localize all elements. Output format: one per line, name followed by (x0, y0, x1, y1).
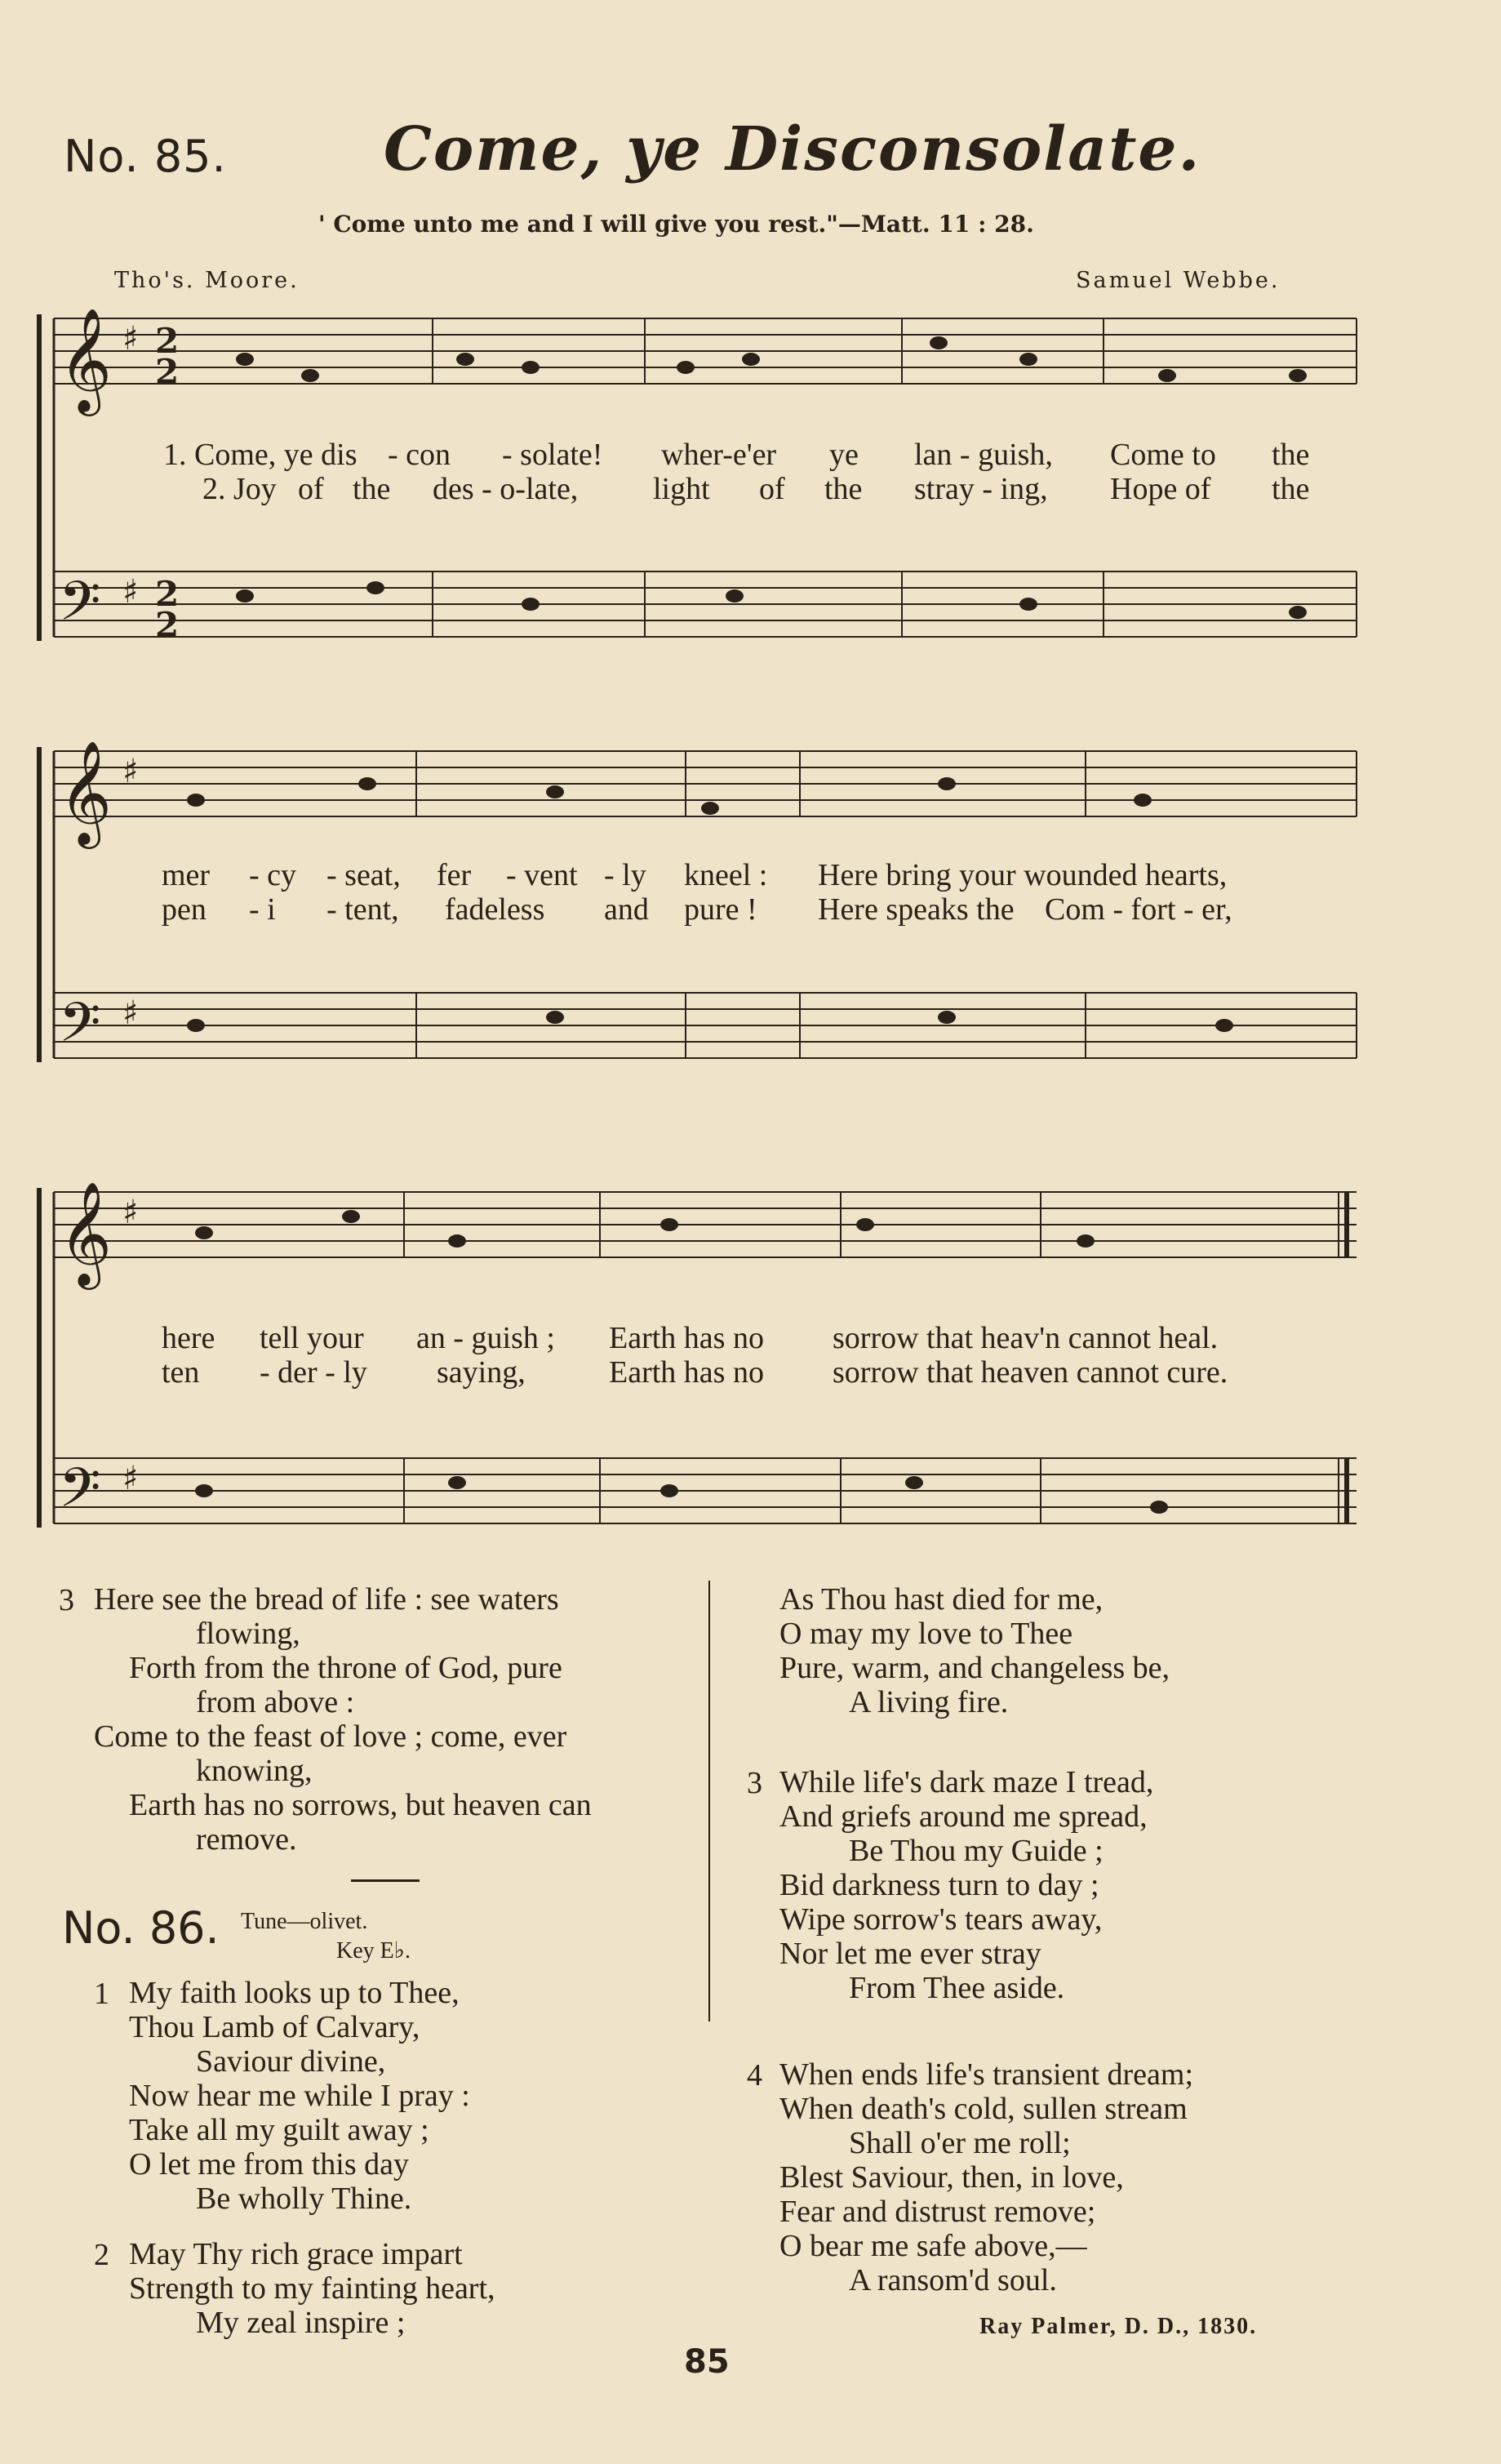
left-v3-line: Forth from the throne of God, pure (129, 1651, 562, 1685)
s2-v2-w6: Here speaks the (818, 892, 1015, 927)
svg-text:𝄞: 𝄞 (59, 740, 113, 844)
s1-v1-w3: wher-e'er (661, 438, 777, 472)
s2-v2-w0: pen (162, 892, 206, 927)
s1-v2-w3: des - o-late, (433, 472, 579, 506)
s2-v1-w3: fer (437, 858, 472, 892)
right-v4-line: Blest Saviour, then, in love, (779, 2160, 1124, 2195)
right-v3-line: While life's dark maze I tread, (779, 1765, 1154, 1799)
svg-text:♯: ♯ (122, 1460, 139, 1497)
right-v3-line: From Thee aside. (849, 1971, 1065, 2005)
right-v3-line: Wipe sorrow's tears away, (779, 1902, 1103, 1937)
s1-v2-w6: the (824, 472, 863, 506)
tune-name: Tune—olivet. (241, 1909, 368, 1934)
h86-v2-line: May Thy rich grace impart (129, 2237, 463, 2271)
h86-v1-line: Be wholly Thine. (196, 2182, 412, 2216)
s3-v2-w0: ten (162, 1355, 200, 1390)
left-v3-line: Here see the bread of life : see waters (94, 1582, 559, 1617)
s3-v1-w1: tell your (260, 1321, 364, 1355)
right-v4-line: When death's cold, sullen stream (779, 2092, 1188, 2126)
h86-v1-line: O let me from this day (129, 2147, 409, 2182)
s3-v2-w3: Earth has no (609, 1355, 764, 1390)
s3-v2-w4: sorrow that heaven cannot cure. (833, 1355, 1228, 1390)
s1-v2-w9: the (1272, 472, 1310, 506)
treble-clef-icon: 𝄞 (59, 307, 113, 411)
epigraph: ' Come unto me and I will give you rest."—Matt. 11 : 28. (318, 211, 1034, 238)
h86-v2-line: Strength to my fainting heart, (129, 2271, 495, 2306)
h86-v1-line: Take all my guilt away ; (129, 2113, 429, 2147)
page-number: 85 (684, 2343, 730, 2381)
svg-text:♯: ♯ (122, 320, 139, 358)
s1-v1-w5: lan - guish, (914, 438, 1053, 472)
right-v3-line: Nor let me ever stray (779, 1937, 1041, 1971)
left-v3-line: from above : (196, 1685, 355, 1719)
s2-v1-w7: Here bring your wounded hearts, (818, 858, 1228, 892)
left-v3-line: flowing, (196, 1617, 300, 1651)
svg-text:2: 2 (155, 321, 180, 361)
svg-text:♯: ♯ (122, 573, 139, 611)
h86-v1-line: Now hear me while I pray : (129, 2079, 470, 2113)
h86-v2-line: My zeal inspire ; (196, 2306, 406, 2340)
s3-v1-w4: sorrow that heav'n cannot heal. (833, 1321, 1219, 1355)
s2-v1-w1: - cy (249, 858, 297, 892)
s1-v2-w8: Hope of (1110, 472, 1211, 506)
s2-v1-w5: - ly (604, 858, 646, 892)
s1-v2-w7: stray - ing, (914, 472, 1048, 506)
h86-v1-line: Saviour divine, (196, 2044, 386, 2079)
composer-credit: Samuel Webbe. (1076, 268, 1281, 293)
s1-v1-w4: ye (829, 438, 859, 472)
s2-v2-w4: and (604, 892, 649, 927)
right-v3-line: Be Thou my Guide ; (849, 1834, 1104, 1868)
s1-v1-w2: - solate! (502, 438, 603, 472)
right-v3-line: And griefs around me spread, (779, 1799, 1148, 1834)
svg-text:𝄞: 𝄞 (59, 1181, 113, 1285)
s1-v2-w5: of (759, 472, 785, 506)
right-verse-4-number: 4 (747, 2058, 762, 2093)
hymn-number: No. 85. (64, 131, 227, 182)
s2-v2-w2: - tent, (326, 892, 399, 927)
s1-v1-w0: 1. Come, ye dis (163, 438, 357, 472)
short-rule (351, 1879, 420, 1882)
right-v3-line: Bid darkness turn to day ; (779, 1868, 1099, 1902)
s1-v1-w6: Come to (1110, 438, 1216, 472)
s2-v1-w2: - seat, (326, 858, 401, 892)
verse-3-number: 3 (59, 1583, 74, 1617)
h86-v1-line: Thou Lamb of Calvary, (129, 2010, 420, 2044)
s1-v1-w1: - con (388, 438, 451, 472)
left-v3-line: Earth has no sorrows, but heaven can (129, 1788, 592, 1822)
left-v3-line: remove. (196, 1822, 297, 1857)
author-credit: Ray Palmer, D. D., 1830. (979, 2314, 1258, 2339)
svg-text:2: 2 (155, 352, 180, 392)
s2-v1-w6: kneel : (684, 858, 768, 892)
right-v4-line: A ransom'd soul. (849, 2263, 1057, 2297)
hymn-86-number: No. 86. (62, 1902, 220, 1954)
s1-v2-w0: 2. Joy (202, 472, 277, 506)
key-signature-text: Key E♭. (336, 1938, 411, 1964)
s2-v2-w7: Com - fort - er, (1045, 892, 1232, 927)
right-cont-line: O may my love to Thee (779, 1617, 1073, 1651)
s2-v2-w3: fadeless (445, 892, 545, 927)
s3-v1-w0: here (162, 1321, 215, 1355)
h86-verse-2-number: 2 (94, 2238, 109, 2272)
s3-v2-w2: saying, (437, 1355, 526, 1390)
h86-v1-line: My faith looks up to Thee, (129, 1976, 460, 2010)
svg-text:♯: ♯ (122, 753, 139, 790)
svg-text:𝄢: 𝄢 (59, 1457, 101, 1532)
bass-clef-icon: 𝄢 (59, 570, 101, 646)
s2-v2-w5: pure ! (684, 892, 757, 927)
s1-v1-w7: the (1272, 438, 1310, 472)
right-cont-line: Pure, warm, and changeless be, (779, 1651, 1170, 1685)
left-v3-line: Come to the feast of love ; come, ever (94, 1719, 567, 1754)
s1-v2-w4: light (653, 472, 710, 506)
h86-verse-1-number: 1 (94, 1977, 109, 2011)
right-cont-line: A living fire. (849, 1685, 1009, 1719)
left-v3-line: knowing, (196, 1754, 313, 1788)
s1-v2-w2: the (353, 472, 391, 506)
svg-text:𝄢: 𝄢 (59, 991, 101, 1067)
right-verse-3-number: 3 (747, 1766, 762, 1800)
s1-v2-w1: of (298, 472, 324, 506)
column-divider (708, 1581, 710, 2021)
svg-text:2: 2 (155, 574, 180, 614)
s3-v1-w2: an - guish ; (416, 1321, 555, 1355)
hymn-title: Come, ye Disconsolate. (384, 114, 1201, 185)
svg-text:2: 2 (155, 605, 180, 645)
svg-text:♯: ♯ (122, 1194, 139, 1231)
s2-v2-w1: - i (249, 892, 276, 927)
right-v4-line: When ends life's transient dream; (779, 2057, 1194, 2092)
svg-text:♯: ♯ (122, 994, 139, 1032)
s3-v1-w3: Earth has no (609, 1321, 764, 1355)
s2-v1-w4: - vent (506, 858, 578, 892)
lyricist-credit: Tho's. Moore. (114, 268, 300, 293)
s2-v1-w0: mer (162, 858, 211, 892)
right-v4-line: Shall o'er me roll; (849, 2126, 1071, 2160)
right-cont-line: As Thou hast died for me, (779, 1582, 1104, 1617)
s3-v2-w1: - der - ly (260, 1355, 367, 1390)
right-v4-line: Fear and distrust remove; (779, 2195, 1096, 2229)
right-v4-line: O bear me safe above,— (779, 2229, 1087, 2263)
